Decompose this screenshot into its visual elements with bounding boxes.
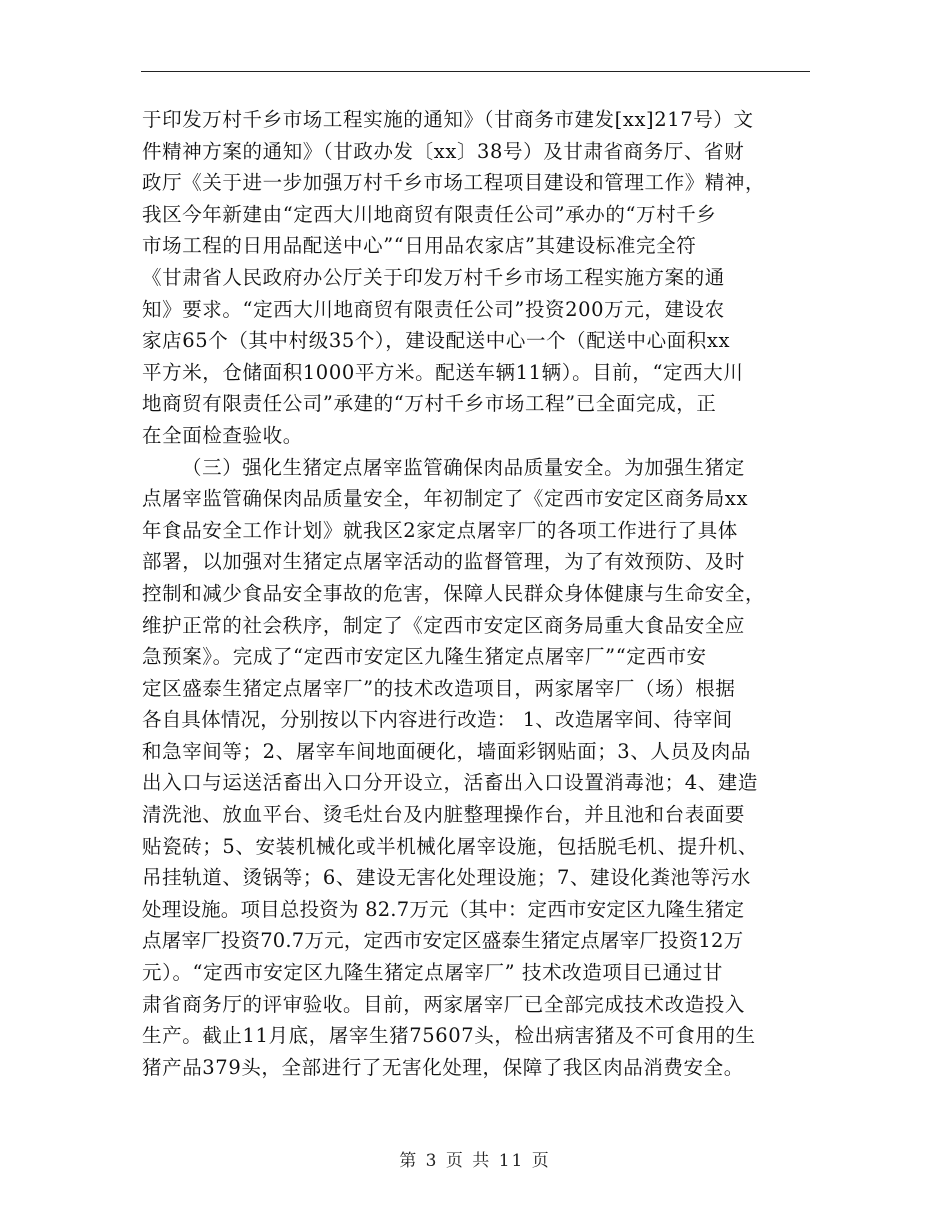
document-body	[142, 104, 814, 1083]
body-line: 控制和减少食品安全事故的危害，保障人民群众身体健康与生命安全，	[142, 581, 766, 605]
body-line: 贴瓷砖；5、安装机械化或半机械化屠宰设施，包括脱毛机、提升机、	[142, 834, 759, 858]
body-line: 出入口与运送活畜出入口分开设立，活畜出入口设置消毒池；4、建造	[142, 771, 759, 795]
body-line: 地商贸有限责任公司”承建的“万村千乡市场工程”已全面完成，正	[142, 392, 717, 416]
body-line: 清洗池、放血平台、烫毛灶台及内脏整理操作台，并且池和台表面要	[142, 803, 746, 827]
body-line: 于印发万村千乡市场工程实施的通知》（甘商务市建发[xx]217号）文	[142, 108, 754, 131]
body-line: 猪产品379头，全部进行了无害化处理，保障了我区肉品消费安全。	[142, 1055, 744, 1079]
body-line: 家店65个（其中村级35个），建设配送中心一个（配送中心面积xx	[142, 329, 731, 353]
header-rule	[141, 71, 810, 72]
body-line: 政厅《关于进一步加强万村千乡市场工程项目建设和管理工作》精神，	[142, 171, 766, 195]
body-line: 元）。“定西市安定区九隆生猪定点屠宰厂” 技术改造项目已通过甘	[142, 961, 723, 985]
body-line: 件精神方案的通知》（甘政办发〔xx〕38号）及甘肃省商务厅、省财	[142, 139, 745, 163]
body-line: 和急宰间等；2、屠宰车间地面硬化，墙面彩钢贴面；3、人员及肉品	[142, 739, 751, 763]
body-line: 点屠宰厂投资70.7万元，定西市安定区盛泰生猪定点屠宰厂投资12万	[142, 929, 744, 953]
body-line: 年食品安全工作计划》就我区2家定点屠宰厂的各项工作进行了具体	[142, 518, 738, 542]
body-line: 急预案》。完成了“定西市安定区九隆生猪定点屠宰厂”“定西市安	[142, 645, 707, 669]
body-line: 生产。截止11月底，屠宰生猪75607头，检出病害猪及不可食用的生	[142, 1024, 756, 1048]
page-number-footer: 第 3 页 共 11 页	[399, 1151, 551, 1171]
body-line: 市场工程的日用品配送中心”“日用品农家店”其建设标准完全符	[142, 234, 697, 258]
body-line: 定区盛泰生猪定点屠宰厂”的技术改造项目，两家屠宰厂（场）根据	[142, 676, 736, 700]
body-line: 平方米，仓储面积1000平方米。配送车辆11辆）。目前，“定西大川	[142, 360, 744, 384]
body-line: 知》要求。“定西大川地商贸有限责任公司”投资200万元，建设农	[142, 297, 725, 321]
body-line: 处理设施。项目总投资为 82.7万元（其中：定西市安定区九隆生猪定	[142, 897, 745, 921]
section-heading-line: （三）强化生猪定点屠宰监管确保肉品质量安全。为加强生猪定	[182, 455, 745, 479]
body-line: 肃省商务厅的评审验收。目前，两家屠宰厂已全部完成技术改造投入	[142, 992, 746, 1016]
body-line: 我区今年新建由“定西大川地商贸有限责任公司”承办的“万村千乡	[142, 202, 717, 226]
body-line: 点屠宰监管确保肉品质量安全，年初制定了《定西市安定区商务局xx	[142, 487, 749, 511]
body-line: 部署，以加强对生猪定点屠宰活动的监督管理，为了有效预防、及时	[142, 550, 746, 574]
body-line: 各自具体情况，分别按以下内容进行改造： 1、改造屠宰间、待宰间	[142, 708, 733, 732]
body-line: 维护正常的社会秩序，制定了《定西市安定区商务局重大食品安全应	[142, 613, 746, 637]
body-line: 在全面检查验收。	[142, 423, 303, 447]
body-line: 吊挂轨道、烫锅等；6、建设无害化处理设施；7、建设化粪池等污水	[142, 866, 751, 890]
body-line: 《甘肃省人民政府办公厅关于印发万村千乡市场工程实施方案的通	[142, 265, 725, 289]
